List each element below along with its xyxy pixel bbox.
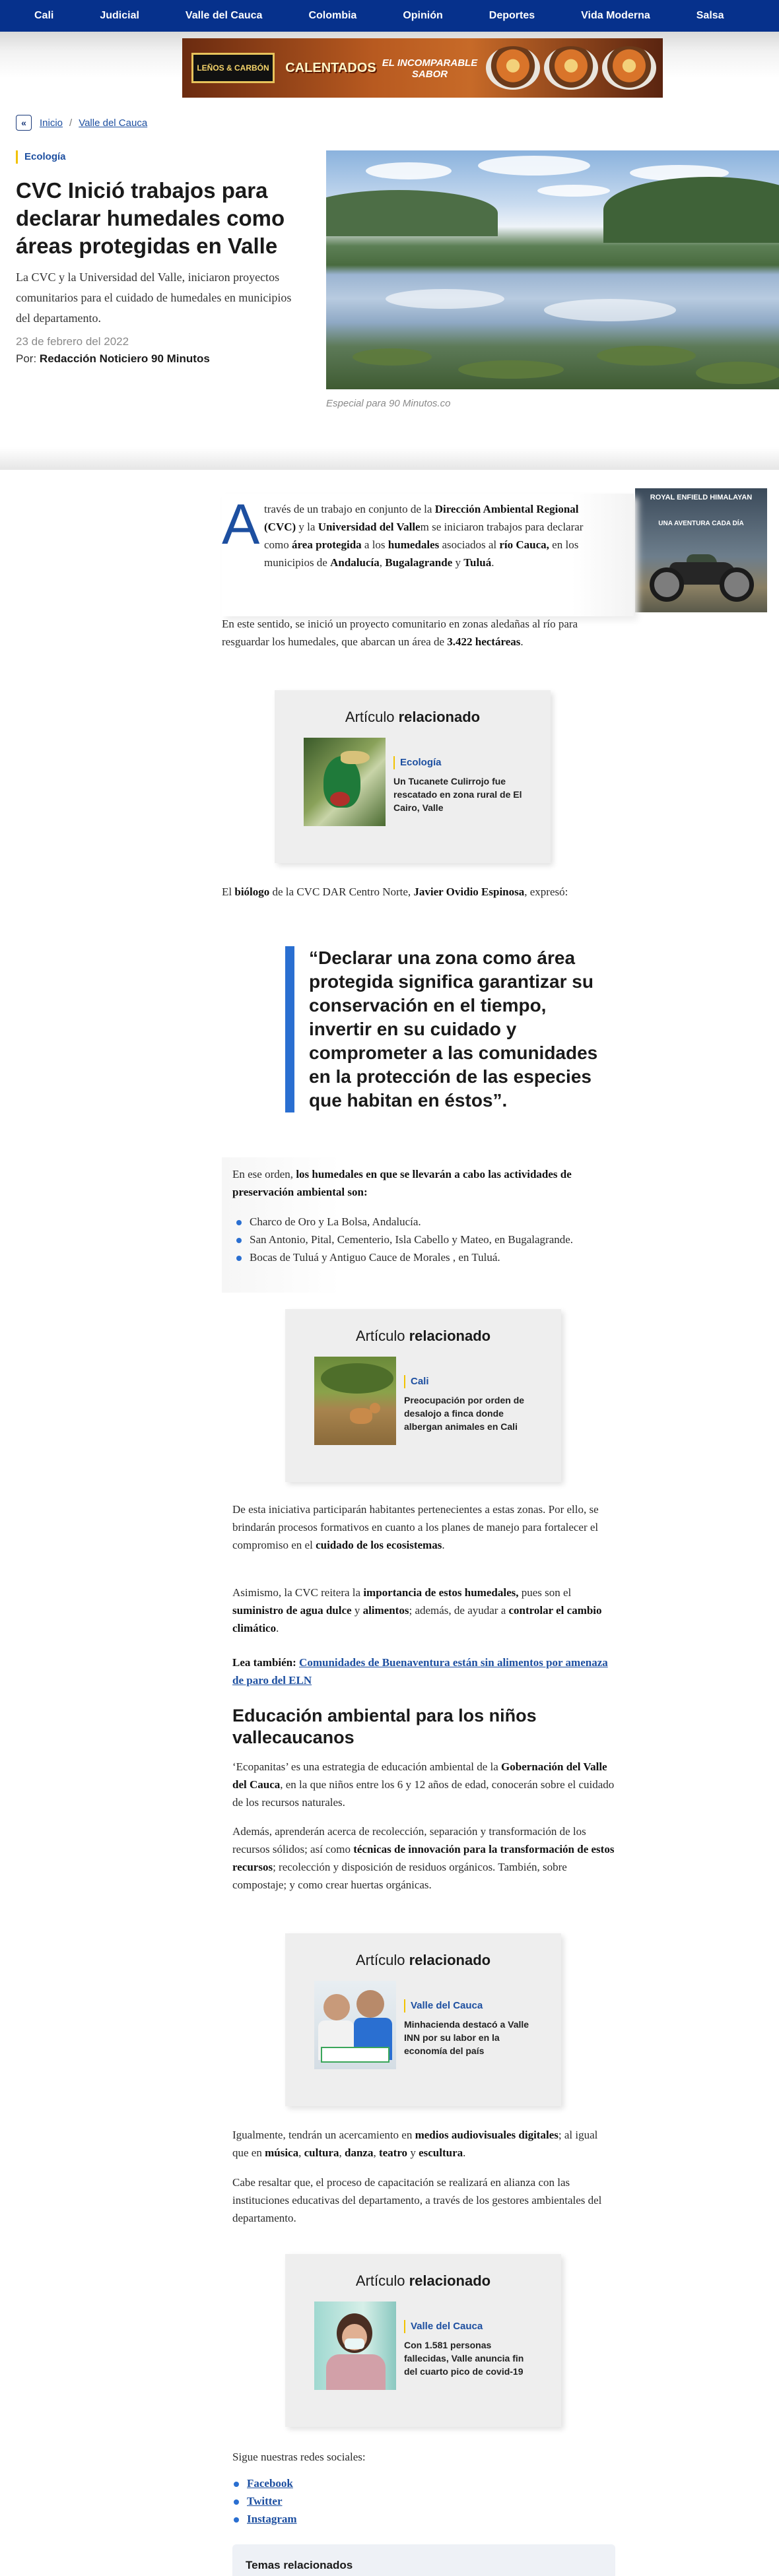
related-heading: Artículo relacionado	[355, 1328, 491, 1344]
drop-cap: A	[222, 493, 260, 556]
related-thumbnail-farm[interactable]	[314, 1357, 396, 1445]
paragraph-8: Además, aprenderán acerca de recolección, separación y transformación de los recursos sólidos; así como técnicas de innovación para la transformación de estos recursos; recolección y disposición de residuos orgánicos. También, sobre compostaje; y como crear huertas orgánicas.	[232, 1825, 615, 1891]
related-thumbnail-official[interactable]	[314, 2302, 396, 2390]
paragraph-6: Asimismo, la CVC reitera la importancia de estos humedales, pues son el suministro de agua dulce y alimentos; además, de ayudar a controlar el cambio climático.	[232, 1586, 602, 1634]
related-heading: Artículo relacionado	[345, 709, 481, 725]
instagram-link[interactable]: Instagram	[247, 2513, 297, 2525]
nav-item-colombia[interactable]: Colombia	[308, 10, 357, 21]
breadcrumb-separator: /	[69, 117, 73, 129]
related-article-card[interactable]	[285, 2254, 561, 2427]
intro-paragraph: través de un trabajo en conjunto de la Dirección Ambiental Regional (CVC) y la Universidad del Vallem se iniciaron trabajos para declarar como área protegida a los humedales asociados al río Cauca, en los municipios de Andalucía, Bugalagrande y Tuluá.	[264, 503, 584, 569]
article-date: 23 de febrero del 2022	[16, 335, 129, 348]
chevron-left-icon[interactable]: «	[16, 115, 32, 131]
facebook-link[interactable]: Facebook	[247, 2477, 293, 2490]
related-category[interactable]: Valle del Cauca	[404, 1999, 483, 2012]
breadcrumb-section-link[interactable]: Valle del Cauca	[79, 117, 148, 129]
author-prefix: Por:	[16, 352, 37, 365]
hero-wetland-photo	[326, 150, 779, 389]
author-name: Redacción Noticiero 90 Minutos	[39, 352, 210, 365]
related-topics-heading: Temas relacionados	[232, 2544, 615, 2576]
social-item	[232, 2474, 297, 2492]
breadcrumb	[16, 115, 147, 131]
ad-brand-logo: LEÑOS & CARBÓN	[191, 53, 275, 83]
related-title[interactable]: Un Tucanete Culirrojo fue rescatado en zona rural de El Cairo, Valle	[393, 776, 522, 813]
related-thumbnail-ceremony[interactable]	[314, 1981, 396, 2069]
pull-quote: “Declarar una zona como área protegida significa garantizar su conservación en el tiempo, invertir en su cuidado y comprometer a las comunidades en la protección de las especies que habitan en éstos”.	[285, 946, 602, 1112]
side-ad-banner[interactable]	[635, 488, 767, 612]
related-heading: Artículo relacionado	[355, 2272, 491, 2289]
ad-brand-name: CALENTADOS	[285, 60, 376, 75]
nav-item-opinion[interactable]: Opinión	[403, 10, 443, 21]
paragraph-3: El biólogo de la CVC DAR Centro Norte, Javier Ovidio Espinosa, expresó:	[222, 886, 568, 898]
related-article-card[interactable]	[285, 1309, 561, 1482]
breadcrumb-home-link[interactable]: Inicio	[40, 117, 63, 129]
related-category[interactable]: Cali	[404, 1375, 429, 1388]
nav-item-judicial[interactable]: Judicial	[100, 10, 139, 21]
related-title[interactable]: Con 1.581 personas fallecidas, Valle anuncia fin del cuarto pico de covid-19	[404, 2340, 524, 2377]
nav-item-salsa[interactable]: Salsa	[696, 10, 724, 21]
list-item: Bocas de Tuluá y Antiguo Cauce de Morales , en Tuluá.	[235, 1248, 605, 1266]
related-article-card[interactable]	[275, 690, 551, 863]
top-ad-banner[interactable]	[182, 38, 663, 98]
paragraph-4: En ese orden, los humedales en que se llevarán a cabo las actividades de preservación ambiental son:	[232, 1168, 572, 1198]
related-heading: Artículo relacionado	[355, 1952, 491, 1968]
section-subheading: Educación ambiental para los niños vallecaucanos	[232, 1706, 537, 1747]
hero-image-caption: Especial para 90 Minutos.co	[326, 398, 451, 409]
nav-item-deportes[interactable]: Deportes	[489, 10, 535, 21]
twitter-link[interactable]: Twitter	[247, 2495, 283, 2507]
social-intro: Sigue nuestras redes sociales:	[232, 2451, 366, 2463]
paragraph-10: Cabe resaltar que, el proceso de capacitación se realizará en alianza con las instituciones educativas del departamento, a través de los gestores ambientales del departamento.	[232, 2176, 602, 2224]
article-title: CVC Inició trabajos para declarar humedales como áreas protegidas en Valle	[16, 178, 285, 258]
social-links	[232, 2474, 297, 2528]
side-ad-tagline: UNA AVENTURA CADA DÍA	[658, 520, 744, 527]
article-lead: La CVC y la Universidad del Valle, iniciaron proyectos comunitarios para el cuidado de humedales en municipios del departamento.	[16, 271, 292, 325]
paragraph-2: En este sentido, se inició un proyecto comunitario en zonas aledañas al río para resguardar los humedales, que abarcan un área de 3.422 hectáreas.	[222, 618, 578, 648]
side-ad-brand: ROYAL ENFIELD HIMALAYAN	[650, 494, 753, 501]
related-article-card[interactable]	[285, 1933, 561, 2106]
ad-food-image	[544, 46, 598, 90]
read-also	[232, 1654, 615, 1689]
related-title[interactable]: Minhacienda destacó a Valle INN por su labor en la economía del país	[404, 2019, 529, 2056]
related-thumbnail-toucan[interactable]	[304, 738, 386, 826]
social-item	[232, 2510, 297, 2528]
read-also-link[interactable]: Comunidades de Buenaventura están sin alimentos por amenaza de paro del ELN	[232, 1656, 608, 1687]
ad-food-image	[486, 46, 540, 90]
main-navigation	[0, 0, 779, 32]
related-category[interactable]: Valle del Cauca	[404, 2320, 483, 2333]
related-category[interactable]: Ecología	[393, 756, 442, 769]
nav-item-vida-moderna[interactable]: Vida Moderna	[581, 10, 650, 21]
paragraph-7: ‘Ecopanitas’ es una estrategia de educación ambiental de la Gobernación del Valle del Cauca, en la que niños entre los 6 y 12 años de edad, conocerán sobre el cuidado de los recursos naturales.	[232, 1760, 615, 1809]
list-item: Charco de Oro y La Bolsa, Andalucía.	[235, 1213, 605, 1231]
paragraph-5: De esta iniciativa participarán habitantes pertenecientes a estas zonas. Por ello, se brindarán procesos formativos en cuanto a los planes de manejo para fortalecer el compromiso en el cuidado de los ecosistemas.	[232, 1503, 599, 1551]
list-item: San Antonio, Pital, Cementerio, Isla Cabello y Mateo, en Bugalagrande.	[235, 1231, 605, 1248]
article-author	[16, 352, 210, 366]
ad-slogan: EL INCOMPARABLE SABOR	[382, 57, 478, 80]
nav-item-cali[interactable]: Cali	[34, 10, 54, 21]
hero-bottom-shadow	[0, 447, 779, 470]
ad-food-image	[602, 46, 656, 90]
nav-item-valle-del-cauca[interactable]: Valle del Cauca	[185, 10, 263, 21]
article-category[interactable]: Ecología	[16, 150, 66, 164]
read-also-label: Lea también:	[232, 1656, 296, 1669]
social-item	[232, 2492, 297, 2510]
wetlands-list	[235, 1213, 605, 1266]
paragraph-9: Igualmente, tendrán un acercamiento en medios audiovisuales digitales; al igual que en música, cultura, danza, teatro y escultura.	[232, 2129, 598, 2159]
related-title[interactable]: Preocupación por orden de desalojo a finca donde albergan animales en Cali	[404, 1395, 525, 1432]
